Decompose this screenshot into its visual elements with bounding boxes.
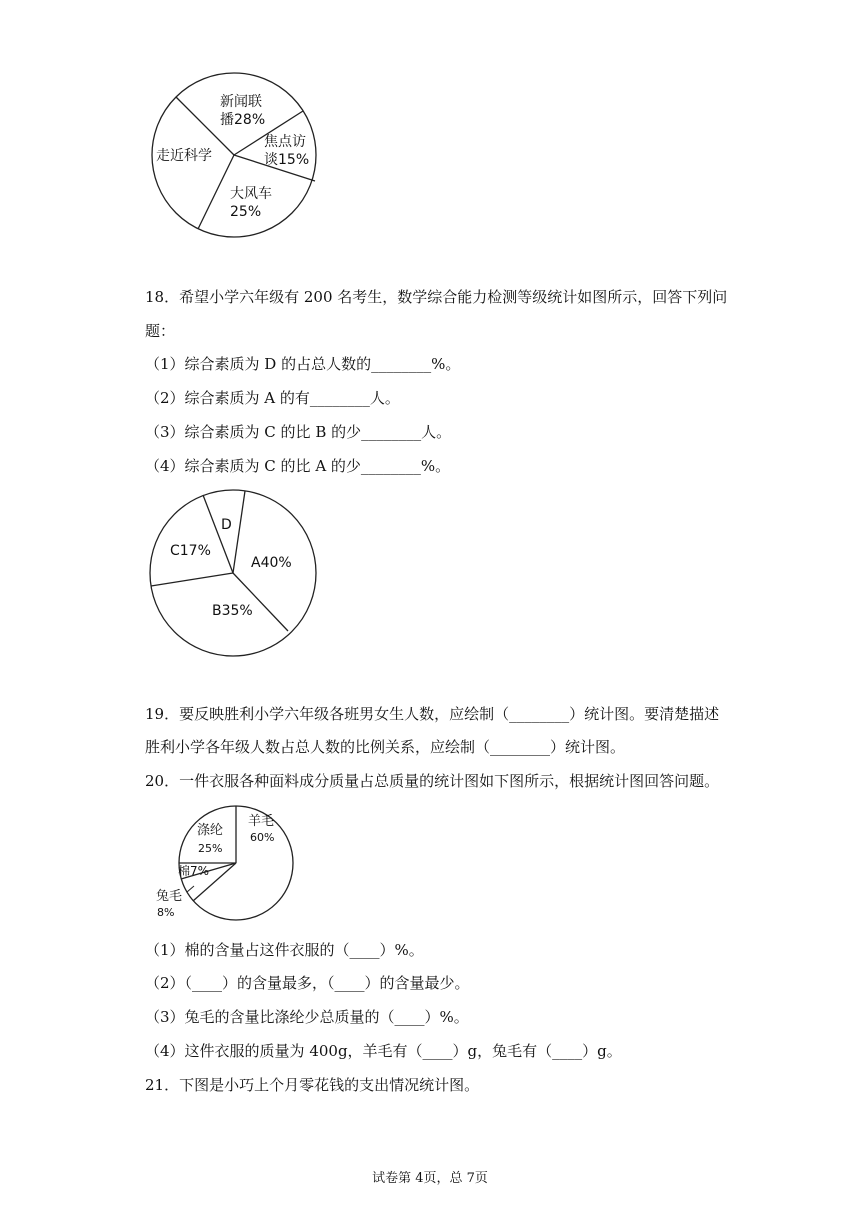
question-18-sub-3: （3）综合素质为 C 的比 B 的少________人。 <box>145 423 452 441</box>
pie-divider <box>233 573 288 631</box>
pie-divider <box>233 491 245 573</box>
question-18-sub-4: （4）综合素质为 C 的比 A 的少________%。 <box>145 457 451 475</box>
question-18-line-2: 题： <box>145 322 176 340</box>
pie-chart-tv-programs <box>140 64 340 264</box>
pie-divider <box>198 155 234 229</box>
question-19-line-1: 19．要反映胜利小学六年级各班男女生人数，应绘制（________）统计图。要清楚描述 <box>145 705 720 723</box>
pie-chart-grade-levels <box>140 486 340 666</box>
question-20-sub-4: （4）这件衣服的质量为 400g，羊毛有（____）g，兔毛有（____）g。 <box>145 1042 622 1060</box>
slice-label: 谈15% <box>264 152 310 168</box>
slice-label: 8% <box>157 906 175 919</box>
slice-label: 羊毛 <box>248 814 275 829</box>
question-20-line-1: 20．一件衣服各种面料成分质量占总质量的统计图如下图所示，根据统计图回答问题。 <box>145 772 720 790</box>
pie-divider <box>203 495 233 573</box>
question-20-sub-2: （2）（____）的含量最多，（____）的含量最少。 <box>145 974 470 992</box>
slice-label: A40% <box>251 555 292 571</box>
slice-label: 棉7% <box>178 864 210 878</box>
slice-label: 大风车 <box>230 186 272 202</box>
slice-label: C17% <box>170 543 211 559</box>
question-21-line-1: 21．下图是小巧上个月零花钱的支出情况统计图。 <box>145 1076 480 1094</box>
pie-divider <box>151 573 233 586</box>
slice-label: 焦点访 <box>264 134 306 150</box>
slice-label: D <box>221 517 232 533</box>
label-leader <box>187 886 194 892</box>
question-18-sub-2: （2）综合素质为 A 的有________人。 <box>145 389 400 407</box>
question-18-line-1: 18．希望小学六年级有 200 名考生，数学综合能力检测等级统计如图所示，回答下列问 <box>145 288 728 306</box>
page-footer: 试卷第 4页，总 7页 <box>372 1171 488 1186</box>
slice-label: 新闻联 <box>220 94 262 110</box>
question-20-sub-3: （3）兔毛的含量比涤纶少总质量的（____）%。 <box>145 1008 469 1026</box>
question-19-line-2: 胜利小学各年级人数占总人数的比例关系，应绘制（________）统计图。 <box>145 738 626 756</box>
slice-label: B35% <box>212 603 253 619</box>
pie-chart-fabric <box>150 803 330 928</box>
slice-label: 60% <box>250 831 275 844</box>
question-20-sub-1: （1）棉的含量占这件衣服的（____）%。 <box>145 941 424 959</box>
slice-label: 25% <box>230 204 262 220</box>
slice-label: 兔毛 <box>156 889 183 904</box>
slice-label: 涤纶 <box>197 823 224 838</box>
slice-label: 25% <box>198 842 223 855</box>
question-18-sub-1: （1）综合素质为 D 的占总人数的________%。 <box>145 355 461 373</box>
slice-label: 播28% <box>220 112 266 128</box>
slice-label: 走近科学 <box>156 148 212 164</box>
